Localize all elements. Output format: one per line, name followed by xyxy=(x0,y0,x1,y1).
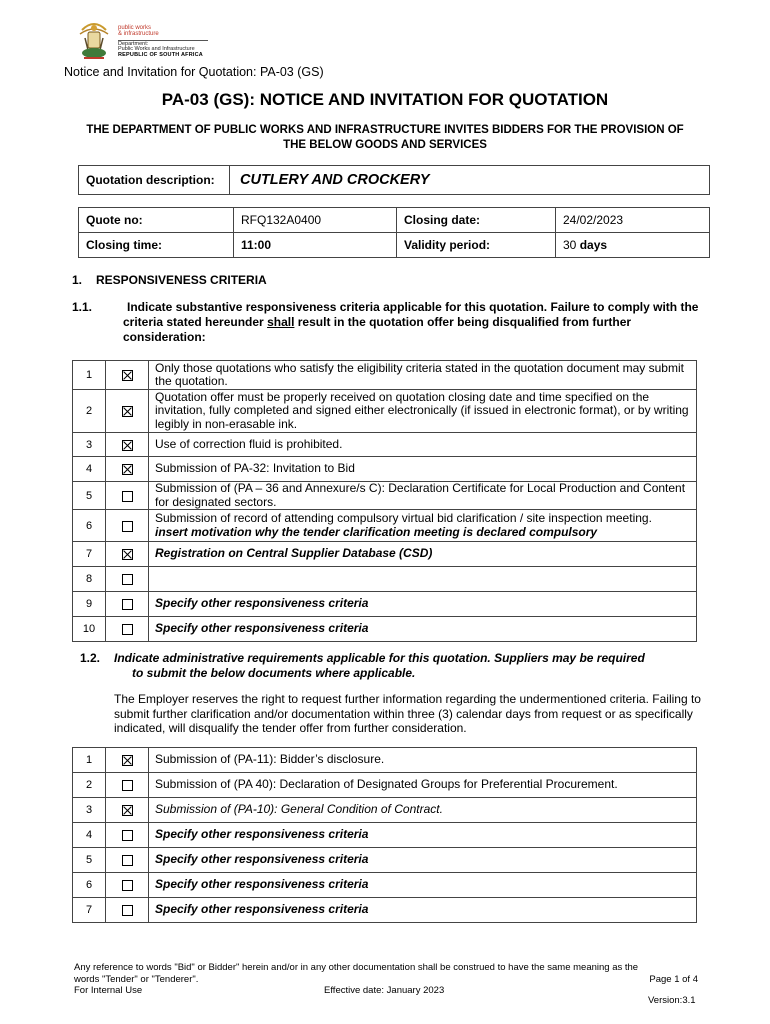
footer-version: Version:3.1 xyxy=(648,995,696,1006)
administrative-row-number: 5 xyxy=(73,848,106,873)
responsiveness-criterion-motivation: insert motivation why the tender clarification meeting is declared compulsory xyxy=(155,524,598,539)
administrative-checkbox-cell xyxy=(106,898,149,923)
administrative-row xyxy=(73,773,697,798)
responsiveness-row-text xyxy=(149,457,697,482)
administrative-checkbox-cell xyxy=(106,823,149,848)
unchecked-checkbox-icon[interactable] xyxy=(122,905,133,916)
responsiveness-criterion-text: Submission of PA-32: Invitation to Bid xyxy=(155,461,355,476)
unchecked-checkbox-icon[interactable] xyxy=(122,624,133,635)
administrative-row-number: 3 xyxy=(73,798,106,823)
responsiveness-checkbox-cell xyxy=(106,482,149,510)
quote-no-label: Quote no: xyxy=(79,208,234,233)
administrative-row-number: 4 xyxy=(73,823,106,848)
section-title: RESPONSIVENESS CRITERIA xyxy=(96,273,267,287)
responsiveness-row xyxy=(73,361,697,390)
administrative-row xyxy=(73,848,697,873)
administrative-row-text xyxy=(149,873,697,898)
responsiveness-checkbox-cell xyxy=(106,510,149,542)
responsiveness-row xyxy=(73,433,697,457)
administrative-criterion-text: Submission of (PA-10): General Condition of Contract. xyxy=(155,802,443,817)
responsiveness-row-number: 8 xyxy=(73,567,106,592)
administrative-criterion-text: Specify other responsiveness criteria xyxy=(155,877,369,892)
responsiveness-row xyxy=(73,390,697,433)
administrative-checkbox-cell xyxy=(106,848,149,873)
responsiveness-row-number: 4 xyxy=(73,457,106,482)
responsiveness-criterion-text: Submission of (PA – 36 and Annexure/s C): Declaration Certificate for Local Production and Content for designated sectors. xyxy=(155,481,686,509)
responsiveness-row-number: 10 xyxy=(73,617,106,642)
coat-of-arms-icon xyxy=(74,20,114,64)
subsection-number: 1.1. xyxy=(72,300,93,314)
page-footer xyxy=(74,962,698,997)
responsiveness-checkbox-cell xyxy=(106,457,149,482)
intro-shall: shall xyxy=(267,315,295,329)
checked-checkbox-icon[interactable] xyxy=(122,370,133,381)
administrative-row-number: 2 xyxy=(73,773,106,798)
administrative-row-number: 6 xyxy=(73,873,106,898)
responsiveness-criterion-text: Submission of record of attending compulsory virtual bid clarification / site inspection meeting. xyxy=(155,511,652,525)
department-invitation: THE DEPARTMENT OF PUBLIC WORKS AND INFRASTRUCTURE INVITES BIDDERS FOR THE PROVISION OF THE BELOW GOODS AND SERVICES xyxy=(86,124,684,151)
validity-period-label: Validity period: xyxy=(397,233,556,258)
responsiveness-row-number: 1 xyxy=(73,361,106,390)
administrative-criterion-text: Specify other responsiveness criteria xyxy=(155,902,369,917)
administrative-row-number: 7 xyxy=(73,898,106,923)
responsiveness-checkbox-cell xyxy=(106,361,149,390)
responsiveness-row-text xyxy=(149,361,697,390)
responsiveness-row-text xyxy=(149,542,697,567)
responsiveness-checkbox-cell xyxy=(106,542,149,567)
responsiveness-row xyxy=(73,617,697,642)
responsiveness-row xyxy=(73,510,697,542)
intro-part2: result in the quotation offer being disqualified from further consideration: xyxy=(123,315,632,344)
checked-checkbox-icon[interactable] xyxy=(122,440,133,451)
closing-date-label: Closing date: xyxy=(397,208,556,233)
responsiveness-row-number: 7 xyxy=(73,542,106,567)
responsiveness-row-number: 5 xyxy=(73,482,106,510)
responsiveness-row-text xyxy=(149,433,697,457)
document-subtitle: Notice and Invitation for Quotation: PA-03 (GS) xyxy=(64,65,324,79)
responsiveness-row xyxy=(73,482,697,510)
section-number: 1. xyxy=(72,273,83,287)
unchecked-checkbox-icon[interactable] xyxy=(122,521,133,532)
validity-number: 30 xyxy=(563,238,577,252)
administrative-criterion-text: Specify other responsiveness criteria xyxy=(155,852,369,867)
quotation-description-value: CUTLERY AND CROCKERY xyxy=(230,166,710,195)
responsiveness-row xyxy=(73,592,697,617)
footer-effective-date: Effective date: January 2023 xyxy=(324,985,445,996)
administrative-row-text xyxy=(149,848,697,873)
checked-checkbox-icon[interactable] xyxy=(122,406,133,417)
responsiveness-row xyxy=(73,542,697,567)
closing-date-value: 24/02/2023 xyxy=(556,208,710,233)
quotation-description-table xyxy=(78,165,710,195)
unchecked-checkbox-icon[interactable] xyxy=(122,574,133,585)
responsiveness-criterion-text: Registration on Central Supplier Database (CSD) xyxy=(155,546,433,561)
responsiveness-intro xyxy=(123,300,703,345)
unchecked-checkbox-icon[interactable] xyxy=(122,491,133,502)
unchecked-checkbox-icon[interactable] xyxy=(122,855,133,866)
unchecked-checkbox-icon[interactable] xyxy=(122,780,133,791)
unchecked-checkbox-icon[interactable] xyxy=(122,830,133,841)
responsiveness-row-text xyxy=(149,617,697,642)
administrative-row xyxy=(73,873,697,898)
administrative-criterion-text: Specify other responsiveness criteria xyxy=(155,827,369,842)
responsiveness-row xyxy=(73,567,697,592)
footer-note-line1: Any reference to words "Bid" or Bidder" herein and/or in any other documentation shall be construed to have the same meaning as the xyxy=(74,962,639,973)
closing-time-label: Closing time: xyxy=(79,233,234,258)
responsiveness-checkbox-cell xyxy=(106,567,149,592)
responsiveness-row-number: 9 xyxy=(73,592,106,617)
administrative-row xyxy=(73,823,697,848)
validity-period-value xyxy=(556,233,710,258)
responsiveness-row-text xyxy=(149,567,697,592)
responsiveness-criterion-text: Quotation offer must be properly received on quotation closing date and time specified on the invitation, fully completed and signed either electronically (if issued in electronic format), or by writing legibly in non-erasable ink. xyxy=(155,389,689,431)
quotation-description-label: Quotation description: xyxy=(79,166,230,195)
responsiveness-criterion-text: Only those quotations who satisfy the eligibility criteria stated in the quotation document may submit the quotation. xyxy=(155,360,684,388)
unchecked-checkbox-icon[interactable] xyxy=(122,880,133,891)
administrative-intro xyxy=(114,651,704,681)
responsiveness-criterion-text: Specify other responsiveness criteria xyxy=(155,596,369,611)
page-title: PA-03 (GS): NOTICE AND INVITATION FOR QUOTATION xyxy=(161,90,609,109)
administrative-row xyxy=(73,798,697,823)
checked-checkbox-icon[interactable] xyxy=(122,805,133,816)
employer-statement: The Employer reserves the right to request further information regarding the undermentioned criteria. Failing to submit further clarification and/or documentation within three (3) calendar days from request or as specifically indicated, will disqualify the tender offer from further consideration. xyxy=(114,692,701,735)
unchecked-checkbox-icon[interactable] xyxy=(122,599,133,610)
administrative-row-text xyxy=(149,798,697,823)
validity-unit: days xyxy=(579,238,608,252)
administrative-checkbox-cell xyxy=(106,798,149,823)
responsiveness-checkbox-cell xyxy=(106,592,149,617)
quote-no-value: RFQ132A0400 xyxy=(234,208,397,233)
logo-country: REPUBLIC OF SOUTH AFRICA xyxy=(118,52,203,59)
logo-dept-line2: Public Works and Infrastructure xyxy=(118,46,195,53)
administrative-row xyxy=(73,898,697,923)
responsiveness-criterion-text: Use of correction fluid is prohibited. xyxy=(155,436,343,451)
logo-dept-line1: Department: xyxy=(118,40,149,47)
responsiveness-row-text xyxy=(149,390,697,433)
administrative-row xyxy=(73,748,697,773)
responsiveness-row-text xyxy=(149,510,697,542)
quotation-details-table xyxy=(78,207,710,258)
closing-time-value: 11:00 xyxy=(234,233,397,258)
responsiveness-checkbox-cell xyxy=(106,433,149,457)
administrative-criterion-text: Submission of (PA-11): Bidder’s disclosure. xyxy=(155,752,385,767)
admin-intro-line1: Indicate administrative requirements applicable for this quotation. Suppliers may be required xyxy=(114,651,645,665)
administrative-checkbox-cell xyxy=(106,748,149,773)
checked-checkbox-icon[interactable] xyxy=(122,464,133,475)
footer-note-line2: words "Tender" or "Tenderer". xyxy=(74,973,199,985)
responsiveness-row-text xyxy=(149,482,697,510)
footer-internal-use: For Internal Use xyxy=(74,985,143,996)
responsiveness-criterion-text: Specify other responsiveness criteria xyxy=(155,621,369,636)
responsiveness-checkbox-cell xyxy=(106,390,149,433)
administrative-criteria-table xyxy=(72,747,697,923)
administrative-row-text xyxy=(149,773,697,798)
responsiveness-row-text xyxy=(149,592,697,617)
admin-intro-line2: to submit the below documents where applicable. xyxy=(132,666,416,680)
responsiveness-row-number: 3 xyxy=(73,433,106,457)
logo-brand-line2: & infrastructure xyxy=(118,31,159,38)
page-number: Page 1 of 4 xyxy=(649,973,698,985)
administrative-row-number: 1 xyxy=(73,748,106,773)
administrative-row-text xyxy=(149,823,697,848)
responsiveness-row xyxy=(73,457,697,482)
intro-part1: Indicate substantive responsiveness criteria applicable for this quotation. Failure to comply with the criteria stated hereunder xyxy=(123,300,699,329)
administrative-row-text xyxy=(149,748,697,773)
subsection-number-12: 1.2. xyxy=(80,651,101,665)
responsiveness-row-number: 2 xyxy=(73,390,106,433)
administrative-checkbox-cell xyxy=(106,873,149,898)
responsiveness-criteria-table xyxy=(72,360,697,642)
responsiveness-checkbox-cell xyxy=(106,617,149,642)
checked-checkbox-icon[interactable] xyxy=(122,549,133,560)
responsiveness-row-number: 6 xyxy=(73,510,106,542)
department-logo xyxy=(74,20,234,66)
administrative-row-text xyxy=(149,898,697,923)
logo-brand-line1: public works xyxy=(118,25,152,31)
checked-checkbox-icon[interactable] xyxy=(122,755,133,766)
administrative-criterion-text: Submission of (PA 40): Declaration of Designated Groups for Preferential Procurement. xyxy=(155,777,618,792)
administrative-checkbox-cell xyxy=(106,773,149,798)
section-heading xyxy=(72,273,267,287)
